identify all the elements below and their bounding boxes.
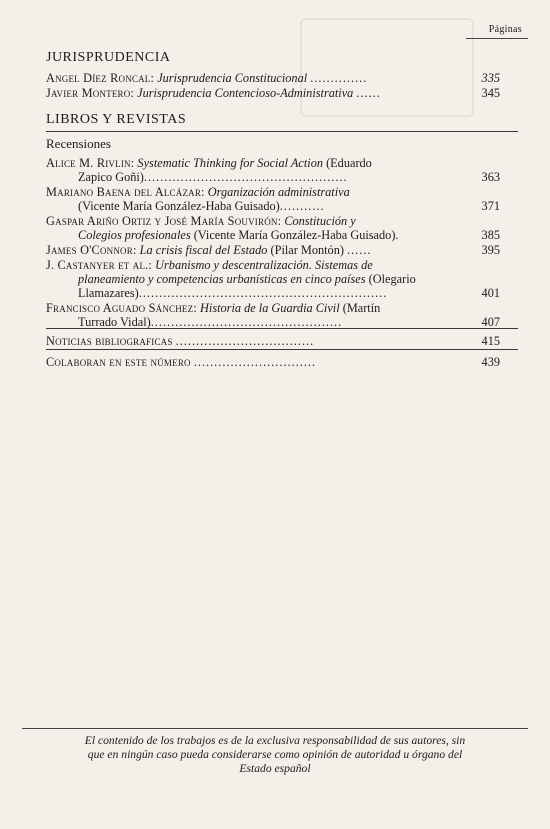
toc-entry [46,258,486,300]
entry-page: 345 [481,86,500,100]
entry-reviewer: (Vicente María González-Haba Guisado) [78,199,280,213]
entry-author: James O'Connor: [46,243,137,257]
section-title-jurisprudencia: JURISPRUDENCIA [46,50,171,65]
leader-dots: .................................. [175,334,315,348]
entry-page: 395 [481,243,500,257]
entry-label: Colaboran en este número [46,355,191,369]
section-rule [46,328,518,329]
entry-reviewer: (Pilar Montón) [270,243,344,257]
leader-dots: ...... [347,243,372,257]
toc-entry [46,156,456,184]
leader-dots: .............. [310,71,368,85]
leader-dots: .................................................. [143,170,348,184]
toc-entry [46,86,456,100]
entry-page: 385 [481,228,500,242]
entry-page: 401 [481,286,500,300]
leader-dots: ........... [279,199,325,213]
leader-dots: ............................................... [150,315,343,329]
header-rule [466,38,528,39]
entry-title: La crisis fiscal del Estado [139,243,268,257]
entry-reviewer: Zapico Goñi) [78,170,144,184]
entry-page: 371 [481,199,500,213]
disclaimer-line: que en ningún caso pueda considerarse como opinión de autoridad u órgano del [87,748,463,761]
toc-entry [46,243,456,257]
entry-title: Urbanismo y descentralización. Sistemas de [155,258,373,272]
entry-title: Jurisprudencia Constitucional [157,71,308,85]
section-rule [46,349,518,350]
pages-column-label: Páginas [488,24,522,35]
entry-author: Javier Montero: [46,86,135,100]
entry-author: Angel Díez Roncal: [46,71,155,85]
entry-title: planeamiento y competencias urbanísticas en cinco países [78,272,366,286]
entry-author: Francisco Aguado Sánchez: [46,301,197,315]
disclaimer-line: Estado español [239,762,311,775]
toc-entry-colaboran [46,355,456,369]
entry-page: 335 [481,71,500,85]
entry-page: 415 [481,334,500,348]
bleed-through-logo [300,18,474,117]
entry-page: 363 [481,170,500,184]
entry-author: Gaspar Ariño Ortiz y José María Souvirón: [46,214,282,228]
footer-rule [22,728,528,729]
toc-entry [46,214,486,242]
section-rule [46,131,518,132]
entry-reviewer: Llamazares) [78,286,139,300]
entry-reviewer: (Martín [342,301,381,315]
entry-reviewer: (Olegario [368,272,416,286]
entry-page: 407 [481,315,500,329]
entry-author: J. Castanyer et al.: [46,258,153,272]
leader-dots: ............................................................. [138,286,388,300]
section-title-libros: LIBROS Y REVISTAS [46,112,187,127]
entry-title: Jurisprudencia Contencioso-Administrativa [137,86,354,100]
toc-entry-noticias [46,334,456,348]
leader-dots: .............................. [193,355,317,369]
entry-title: Constitución y [284,214,356,228]
entry-reviewer: (Vicente María González-Haba Guisado). [193,228,399,242]
disclaimer-line: El contenido de los trabajos es de la exclusiva responsabilidad de sus autores, sin [84,734,466,747]
entry-title: Systematic Thinking for Social Action [137,156,323,170]
entry-title: Historia de la Guardia Civil [200,301,340,315]
entry-label: Noticias bibliograficas [46,334,173,348]
toc-entry [46,301,486,329]
entry-author: Alice M. Rivlin: [46,156,135,170]
subsection-title-recensiones: Recensiones [46,136,111,151]
toc-entry [46,185,456,213]
leader-dots: ...... [356,86,381,100]
toc-entry [46,71,456,85]
entry-reviewer: Turrado Vidal) [78,315,151,329]
entry-title: Organización administrativa [207,185,350,199]
entry-page: 439 [481,355,500,369]
entry-author: Mariano Baena del Alcázar: [46,185,205,199]
entry-title: Colegios profesionales [78,228,191,242]
entry-reviewer: (Eduardo [326,156,372,170]
disclaimer [38,734,512,776]
